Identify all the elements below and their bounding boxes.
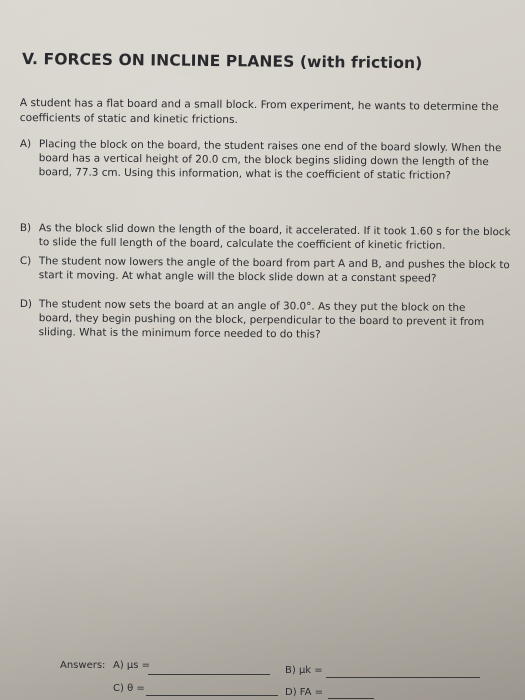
section-title: V. FORCES ON INCLINE PLANES (with friction) <box>21 50 423 73</box>
question-a-letter: A) <box>19 137 32 151</box>
question-d-text: The student now sets the board at an angle of 30.0°. As they put the block on the board, they begin pushing on the block, perpendicular to the board to prevent it from sliding. What is the minimum force needed to do this? <box>38 298 485 341</box>
question-c-text: The student now lowers the angle of the board from part A and B, and pushes the block to start it moving. At what angle will the block slide down at a constant speed? <box>38 255 510 285</box>
question-a-text: Placing the block on the board, the student raises one end of the board slowly. When the board has a vertical height of 20.0 cm, the block begins sliding down the length of the board, 77.3 cm. Using this information, what is the coefficient of static friction? <box>38 138 502 182</box>
question-b-letter: B) <box>19 221 32 235</box>
answer-a-label: A) μs = <box>113 660 151 671</box>
question-d-letter: D) <box>19 297 33 311</box>
answer-c-label: C) θ = <box>113 683 145 694</box>
answer-b-blank[interactable] <box>326 677 480 678</box>
answer-d-label: D) FA = <box>285 687 324 698</box>
answer-d-blank[interactable] <box>328 698 374 699</box>
intro-paragraph: A student has a flat board and a small block. From experiment, he wants to determine the coefficients of static and kinetic frictions. <box>19 96 499 126</box>
question-b-text: As the block slid down the length of the board, it accelerated. If it took 1.60 s for the block to slide the full length of the board, calculate the coefficient of kinetic friction. <box>38 222 511 252</box>
question-c-letter: C) <box>19 254 32 268</box>
answers-heading: Answers: <box>60 660 106 671</box>
answer-a-blank[interactable] <box>148 674 270 675</box>
answer-b-label: B) μk = <box>285 665 323 676</box>
answer-c-blank[interactable] <box>146 695 278 696</box>
